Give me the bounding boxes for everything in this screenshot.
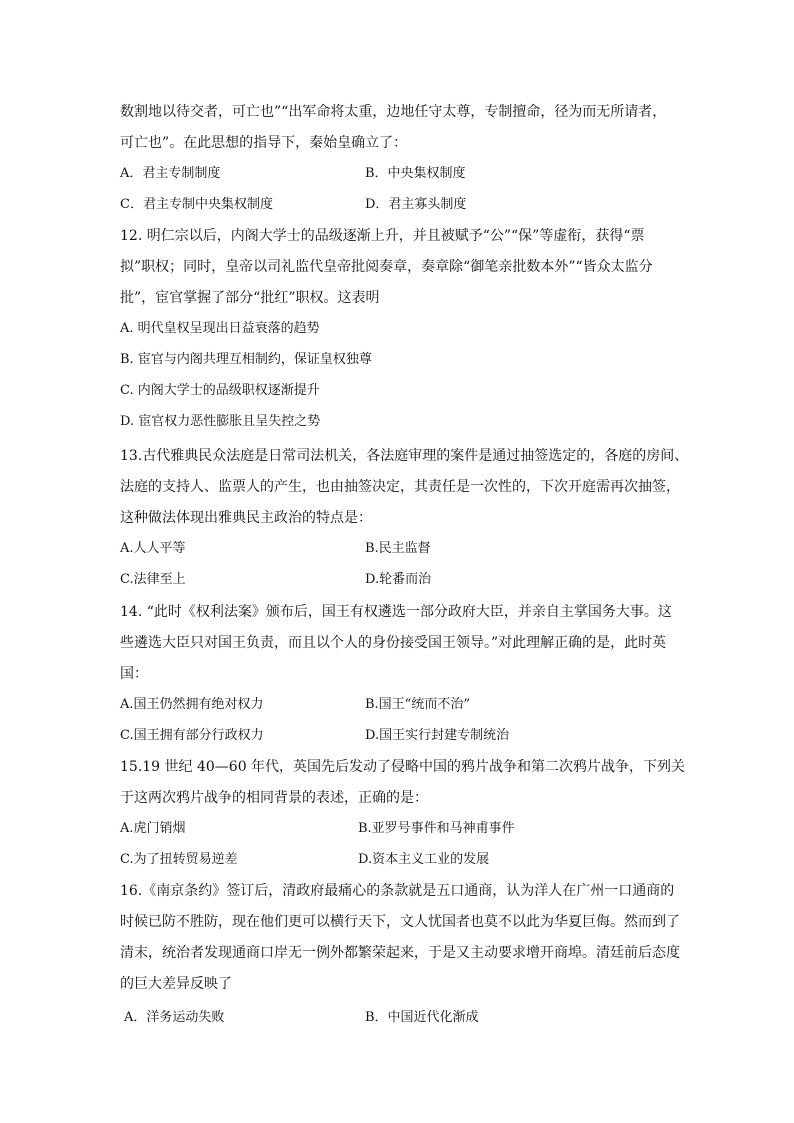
q11-stem-line-1: 数割地以待交者，可亡也”“出军命将太重，边地任守太尊，专制擅命，径为而无所请者， — [120, 104, 667, 120]
q11-option-b[interactable]: B．中央集权制度 — [365, 166, 466, 181]
q13-option-d[interactable]: D.轮番而治 — [365, 572, 432, 587]
q16-option-b[interactable]: B．中国近代化渐成 — [365, 1010, 479, 1025]
q12-option-a[interactable]: A. 明代皇权呈现出日益衰落的趋势 — [120, 321, 320, 336]
q13-option-c[interactable]: C.法律至上 — [120, 572, 186, 587]
q15-option-c[interactable]: C.为了扭转贸易逆差 — [120, 852, 238, 867]
q14-stem-line-1: 14. “此时《权利法案》颁布后，国王有权遴选一部分政府大臣，并亲自主掌国务大事。这 — [120, 604, 672, 620]
q11-option-d[interactable]: D．君主寡头制度 — [365, 197, 467, 212]
q15-option-a[interactable]: A.虎门销烟 — [120, 821, 186, 836]
q12-option-c[interactable]: C. 内阁大学士的品级职权逐渐提升 — [120, 383, 320, 398]
q14-option-d[interactable]: D.国王实行封建专制统治 — [365, 728, 510, 743]
q13-option-b[interactable]: B.民主监督 — [365, 541, 431, 556]
q16-option-a[interactable]: A．洋务运动失败 — [124, 1010, 225, 1025]
q13-stem-line-2: 法庭的支持人、监票人的产生，也由抽签决定，其责任是一次性的，下次开庭需再次抽签， — [120, 479, 680, 495]
q16-stem-line-4: 的巨大差异反映了 — [120, 976, 232, 992]
q12-stem-line-1: 12. 明仁宗以后，内阁大学士的品级逐渐上升，并且被赋予“公”“保”等虚衔，获得“票 — [120, 228, 645, 244]
q12-stem-line-3: 批”，宦官掌握了部分“批红”职权。这表明 — [120, 290, 380, 306]
q11-option-a[interactable]: A．君主专制制度 — [120, 166, 221, 181]
q16-stem-line-3: 清末，统治者发现通商口岸无一例外都繁荣起来，于是又主动要求增开商埠。清廷前后态度 — [120, 945, 680, 961]
q14-option-c[interactable]: C.国王拥有部分行政权力 — [120, 728, 264, 743]
q14-stem-line-3: 国： — [120, 666, 148, 682]
q15-option-b[interactable]: B.亚罗号事件和马神甫事件 — [358, 821, 515, 836]
q14-option-b[interactable]: B.国王“统而不治” — [365, 697, 470, 712]
q15-stem-line-2: 于这两次鸦片战争的相同背景的表述，正确的是： — [120, 790, 428, 806]
q16-stem-line-2: 时候已防不胜防，现在他们更可以横行天下，文人忧国者也莫不以此为华夏巨侮。然而到了 — [120, 914, 680, 930]
q13-option-a[interactable]: A.人人平等 — [120, 541, 186, 556]
q15-option-d[interactable]: D.资本主义工业的发展 — [358, 852, 490, 867]
q15-stem-line-1: 15.19 世纪 40—60 年代，英国先后发动了侵略中国的鸦片战争和第二次鸦片战争，下列关 — [120, 759, 686, 775]
q12-option-b[interactable]: B. 宦官与内阁共理互相制约，保证皇权独尊 — [120, 352, 372, 367]
q14-option-a[interactable]: A.国王仍然拥有绝对权力 — [120, 697, 264, 712]
q11-option-c[interactable]: C．君主专制中央集权制度 — [120, 197, 273, 212]
q11-stem-line-2: 可亡也”。在此思想的指导下，秦始皇确立了： — [120, 135, 408, 151]
q16-stem-line-1: 16.《南京条约》签订后，清政府最痛心的条款就是五口通商，认为洋人在广州一口通商的 — [120, 883, 675, 899]
q12-option-d[interactable]: D. 宦官权力恶性膨胀且呈失控之势 — [120, 414, 321, 429]
q13-stem-line-3: 这种做法体现出雅典民主政治的特点是： — [120, 510, 372, 526]
q13-stem-line-1: 13.古代雅典民众法庭是日常司法机关，各法庭审理的案件是通过抽签选定的，各庭的房间、 — [120, 448, 689, 464]
q14-stem-line-2: 些遴选大臣只对国王负责，而且以个人的身份接受国王领导。”对此理解正确的是，此时英 — [120, 635, 667, 651]
q12-stem-line-2: 拟”职权；同时，皇帝以司礼监代皇帝批阅奏章，奏章除“御笔亲批数本外”“皆众太监分 — [120, 259, 653, 275]
